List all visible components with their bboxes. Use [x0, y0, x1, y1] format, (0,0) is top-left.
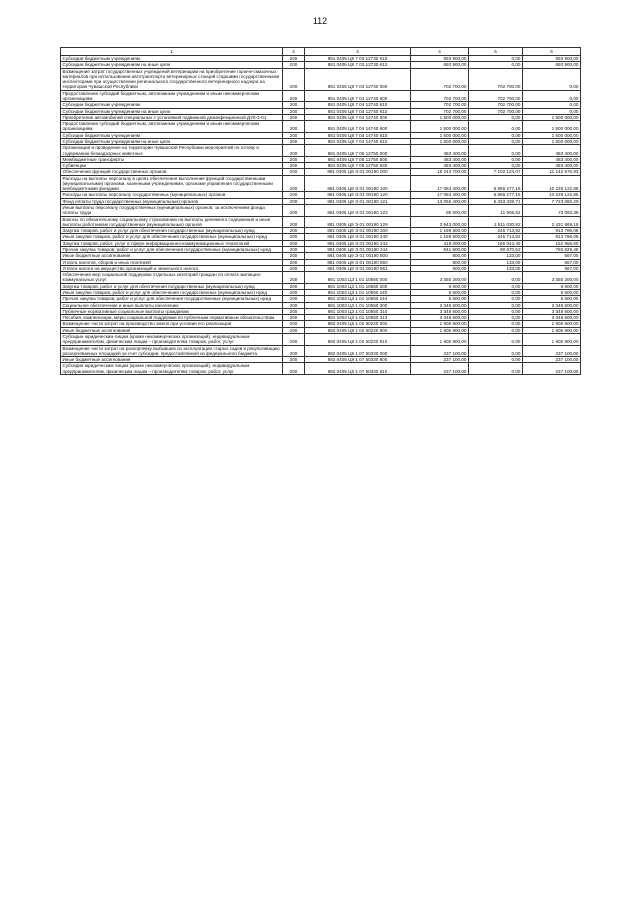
row-line-code: 200: [283, 198, 305, 204]
row-indicator-name: Субсидии бюджетным учреждениям: [61, 102, 283, 108]
row-approved-amount: 6 600,00: [411, 289, 469, 295]
row-line-code: 200: [283, 90, 305, 102]
row-approved-amount: 1 500 000,00: [411, 132, 469, 138]
row-unexecuted-amount: 237 100,00: [523, 357, 581, 363]
row-indicator-name: Закупка товаров, работ и услуг для обеспечения государственных (муниципальных) нужд: [61, 283, 283, 289]
row-indicator-name: Иные закупки товаров, работ и услуг для обеспечения государственных (муниципальных) нужд: [61, 234, 283, 240]
row-unexecuted-amount: 237 100,00: [523, 363, 581, 375]
table-row: [61, 90, 581, 102]
column-number-row: [61, 48, 581, 56]
row-executed-amount: 0,00: [469, 56, 523, 62]
row-unexecuted-amount: 1 606 900,00: [523, 327, 581, 333]
row-approved-amount: 3 943 000,00: [411, 216, 469, 228]
row-approved-amount: 3 348 600,00: [411, 315, 469, 321]
row-line-code: 200: [283, 259, 305, 265]
row-executed-amount: 0,00: [469, 363, 523, 375]
row-indicator-name: Взносы по обязательному социальному страхованию на выплаты денежного содержания и иные выплаты работникам государственных (муниципальных) органов: [61, 216, 283, 228]
row-executed-amount: 0,00: [469, 296, 523, 302]
row-line-code: 200: [283, 253, 305, 259]
row-line-code: 200: [283, 56, 305, 62]
row-indicator-name: Публичные нормативные социальные выплаты гражданам: [61, 308, 283, 314]
row-unexecuted-amount: 6 600,00: [523, 289, 581, 295]
row-budget-classification-code: 881 0405 Ц9 7 05 12750 000: [305, 145, 411, 157]
row-executed-amount: 0,00: [469, 333, 523, 345]
row-approved-amount: 702 700,00: [411, 102, 469, 108]
row-budget-classification-code: 881 0405 Ц9 Э 01 00190 200: [305, 228, 411, 234]
row-executed-amount: 0,00: [469, 308, 523, 314]
row-budget-classification-code: 881 0405 Ц9 Э 01 00190 850: [305, 259, 411, 265]
row-line-code: 200: [283, 169, 305, 175]
row-budget-classification-code: 881 0405 Ц9 7 04 12740 600: [305, 90, 411, 102]
row-budget-classification-code: 881 0405 Ц9 Э 01 00190 242: [305, 240, 411, 246]
row-budget-classification-code: 881 1003 Ц3 1 01 10550 240: [305, 289, 411, 295]
row-budget-classification-code: 882 0405 Ц9 1 07 50330 000: [305, 345, 411, 357]
row-executed-amount: 0,00: [469, 145, 523, 157]
row-indicator-name: Уплата налогов, сборов и иных платежей: [61, 259, 283, 265]
row-line-code: 200: [283, 175, 305, 192]
row-indicator-name: Иные бюджетные ассигнования: [61, 327, 283, 333]
row-line-code: 200: [283, 114, 305, 120]
row-line-code: 200: [283, 265, 305, 271]
row-indicator-name: Закупка товаров, работ, услуг в сфере информационно-коммуникационных технологий: [61, 240, 283, 246]
table-row: [61, 175, 581, 192]
row-approved-amount: 85 000,00: [411, 205, 469, 217]
row-unexecuted-amount: 11 142 575,93: [523, 169, 581, 175]
row-line-code: 200: [283, 121, 305, 133]
col-header-2: 2: [283, 48, 305, 56]
table-row: [61, 205, 581, 217]
row-executed-amount: 0,00: [469, 138, 523, 144]
row-line-code: 200: [283, 308, 305, 314]
row-approved-amount: 17 084 400,00: [411, 175, 469, 192]
row-executed-amount: 133,00: [469, 265, 523, 271]
row-approved-amount: 3 348 600,00: [411, 302, 469, 308]
row-indicator-name: Предоставление субсидий бюджетным, автономным учреждениям и иным некоммерческим организациям: [61, 121, 283, 133]
row-line-code: 200: [283, 283, 305, 289]
row-executed-amount: 0,00: [469, 302, 523, 308]
row-budget-classification-code: 882 0405 Ц9 1 02 60220 800: [305, 327, 411, 333]
row-executed-amount: 0,00: [469, 132, 523, 138]
row-budget-classification-code: 881 0405 Ц9 Э 01 00190 100: [305, 175, 411, 192]
row-budget-classification-code: 881 0405 Ц9 7 03 12730 612: [305, 62, 411, 68]
budget-execution-table: [60, 47, 581, 375]
row-executed-amount: 0,00: [469, 283, 523, 289]
row-budget-classification-code: 881 0405 Ц9 Э 01 00190 000: [305, 169, 411, 175]
row-indicator-name: Субсидии бюджетным учреждениям: [61, 132, 283, 138]
row-line-code: 200: [283, 145, 305, 157]
row-unexecuted-amount: 913 786,08: [523, 234, 581, 240]
row-unexecuted-amount: 3 355 200,00: [523, 272, 581, 284]
row-executed-amount: 702 700,00: [469, 90, 523, 102]
row-indicator-name: Обеспечение функций государственных органов: [61, 169, 283, 175]
row-line-code: 200: [283, 216, 305, 228]
table-row: [61, 68, 581, 90]
row-executed-amount: 0,00: [469, 62, 523, 68]
row-executed-amount: 0,00: [469, 321, 523, 327]
row-approved-amount: 1 606 900,00: [411, 333, 469, 345]
row-indicator-name: Субсидии бюджетным учреждениям: [61, 56, 283, 62]
row-indicator-name: Прочая закупка товаров, работ и услуг для обеспечения государственных (муниципальных) нужд: [61, 247, 283, 253]
col-header-1: 1: [61, 48, 283, 56]
row-budget-classification-code: 881 0405 Ц9 7 04 14740 612: [305, 138, 411, 144]
col-header-4: 4: [411, 48, 469, 56]
row-executed-amount: 702 700,00: [469, 102, 523, 108]
row-unexecuted-amount: 1 500 000,00: [523, 132, 581, 138]
row-line-code: 200: [283, 163, 305, 169]
row-executed-amount: 0,00: [469, 357, 523, 363]
row-unexecuted-amount: 3 348 600,00: [523, 302, 581, 308]
row-approved-amount: 1 500 000,00: [411, 138, 469, 144]
table-row: [61, 145, 581, 157]
row-line-code: 200: [283, 234, 305, 240]
row-executed-amount: 0,00: [469, 327, 523, 333]
row-unexecuted-amount: 667,00: [523, 253, 581, 259]
row-budget-classification-code: 881 0405 Ц9 Э 01 00190 800: [305, 253, 411, 259]
row-budget-classification-code: 881 0405 Ц9 7 04 14740 600: [305, 121, 411, 133]
row-approved-amount: 1 500 000,00: [411, 114, 469, 120]
row-budget-classification-code: 881 0405 Ц9 Э 01 00190 244: [305, 247, 411, 253]
row-executed-amount: 133,00: [469, 259, 523, 265]
row-executed-amount: 0,00: [469, 121, 523, 133]
row-executed-amount: 0,00: [469, 345, 523, 357]
row-line-code: 200: [283, 302, 305, 308]
row-budget-classification-code: 881 0405 Ц9 7 05 12750 500: [305, 156, 411, 162]
table-row: [61, 363, 581, 375]
row-indicator-name: Иные выплаты персоналу государственных (муниципальных) органов, за исключением фонда оплаты труда: [61, 205, 283, 217]
row-unexecuted-amount: 913 786,08: [523, 228, 581, 234]
row-indicator-name: Иные закупки товаров, работ и услуг для обеспечения государственных (муниципальных) нужд: [61, 289, 283, 295]
row-line-code: 200: [283, 240, 305, 246]
row-line-code: 200: [283, 345, 305, 357]
row-indicator-name: Расходы на выплаты персоналу государственных (муниципальных) органов: [61, 192, 283, 198]
row-line-code: 200: [283, 333, 305, 345]
row-budget-classification-code: 881 0405 Ц9 Э 01 00190 122: [305, 205, 411, 217]
row-approved-amount: 483 400,00: [411, 163, 469, 169]
row-unexecuted-amount: 693 900,00: [523, 62, 581, 68]
row-indicator-name: Субсидии юридическим лицам (кроме некоммерческих организаций), индивидуальным предпринимателям, физическим лицам – производителям товаров, работ, услуг: [61, 333, 283, 345]
row-executed-amount: 133,00: [469, 253, 523, 259]
row-budget-classification-code: 881 0405 Ц9 7 04 14740 000: [305, 114, 411, 120]
row-unexecuted-amount: 0,00: [523, 90, 581, 102]
row-unexecuted-amount: 3 348 600,00: [523, 308, 581, 314]
row-indicator-name: Расходы на выплаты персоналу в целях обеспечения выполнения функций государственными (муниципальными) органами, казенными учреждениями, органами управления государственными внебюджетными фондами: [61, 175, 283, 192]
row-executed-amount: 6 856 277,15: [469, 175, 523, 192]
row-unexecuted-amount: 7 723 060,29: [523, 198, 581, 204]
row-approved-amount: 693 900,00: [411, 62, 469, 68]
row-line-code: 200: [283, 327, 305, 333]
row-line-code: 200: [283, 357, 305, 363]
table-body: [61, 56, 581, 375]
row-executed-amount: 1 511 030,82: [469, 216, 523, 228]
row-indicator-name: Организация и проведение на территории Чувашской Республики мероприятий по отлову и содержанию безнадзорных животных: [61, 145, 283, 157]
row-unexecuted-amount: 483 400,00: [523, 156, 581, 162]
row-executed-amount: 245 713,92: [469, 228, 523, 234]
row-executed-amount: 0,00: [469, 272, 523, 284]
row-approved-amount: 1 606 900,00: [411, 327, 469, 333]
row-line-code: 200: [283, 132, 305, 138]
row-executed-amount: 0,00: [469, 156, 523, 162]
row-indicator-name: Иные бюджетные ассигнования: [61, 357, 283, 363]
row-approved-amount: 17 084 400,00: [411, 192, 469, 198]
row-budget-classification-code: 881 0405 Ц9 7 04 12740 612: [305, 108, 411, 114]
row-unexecuted-amount: 483 400,00: [523, 163, 581, 169]
row-budget-classification-code: 881 0405 Ц9 7 03 12730 610: [305, 56, 411, 62]
row-budget-classification-code: 881 1003 Ц3 1 01 10550 310: [305, 308, 411, 314]
row-unexecuted-amount: 483 400,00: [523, 145, 581, 157]
row-approved-amount: 1 159 500,00: [411, 228, 469, 234]
row-indicator-name: Возмещение части затрат на раскорчевку выбывших из эксплуатации старых садов и рекультивацию раскорчеванных площадей за счет субсидии, предоставляемой из федерального бюджета: [61, 345, 283, 357]
row-indicator-name: Межбюджетные трансферты: [61, 156, 283, 162]
row-approved-amount: 800,00: [411, 259, 469, 265]
row-approved-amount: 6 600,00: [411, 283, 469, 289]
row-unexecuted-amount: 152 956,60: [523, 240, 581, 246]
row-approved-amount: 1 500 000,00: [411, 121, 469, 133]
row-line-code: 200: [283, 62, 305, 68]
table-row: [61, 216, 581, 228]
row-indicator-name: Уплата налога на имущество организаций и земельного налога: [61, 265, 283, 271]
row-approved-amount: 693 900,00: [411, 56, 469, 62]
row-unexecuted-amount: 0,00: [523, 102, 581, 108]
row-budget-classification-code: 881 0405 Ц9 7 04 12740 610: [305, 102, 411, 108]
row-indicator-name: Предоставление субсидий бюджетным, автономным учреждениям и иным некоммерческим организациям: [61, 90, 283, 102]
row-line-code: 200: [283, 363, 305, 375]
row-budget-classification-code: 881 0405 Ц9 7 05 12750 530: [305, 163, 411, 169]
row-executed-amount: 702 700,00: [469, 108, 523, 114]
row-unexecuted-amount: 0,00: [523, 68, 581, 90]
row-indicator-name: Прочая закупка товаров, работ и услуг для обеспечения государственных (муниципальных) нужд: [61, 296, 283, 302]
table-row: [61, 121, 581, 133]
table-row: [61, 345, 581, 357]
row-approved-amount: 800,00: [411, 253, 469, 259]
row-approved-amount: 13 056 400,00: [411, 198, 469, 204]
row-indicator-name: Иные бюджетные ассигнования: [61, 253, 283, 259]
row-approved-amount: 841 500,00: [411, 247, 469, 253]
row-unexecuted-amount: 1 606 900,00: [523, 333, 581, 345]
row-budget-classification-code: 881 0405 Ц9 7 04 14740 610: [305, 132, 411, 138]
row-approved-amount: 702 700,00: [411, 108, 469, 114]
row-executed-amount: 245 713,92: [469, 234, 523, 240]
row-indicator-name: Социальное обеспечение и иные выплаты населению: [61, 302, 283, 308]
row-line-code: 200: [283, 321, 305, 327]
row-budget-classification-code: 881 0405 Ц9 Э 01 00190 129: [305, 216, 411, 228]
row-unexecuted-amount: 6 600,00: [523, 283, 581, 289]
row-unexecuted-amount: 1 606 900,00: [523, 321, 581, 327]
row-executed-amount: 7 102 124,07: [469, 169, 523, 175]
row-unexecuted-amount: 693 900,00: [523, 56, 581, 62]
row-approved-amount: 318 000,00: [411, 240, 469, 246]
row-approved-amount: 800,00: [411, 265, 469, 271]
row-indicator-name: Приобретение автомобилей специальных с установкой подвижной дезинфекционной ДУК-1-01: [61, 114, 283, 120]
row-unexecuted-amount: 3 348 600,00: [523, 315, 581, 321]
row-approved-amount: 237 100,00: [411, 363, 469, 375]
row-line-code: 200: [283, 247, 305, 253]
page-number: 112: [312, 16, 328, 26]
row-line-code: 200: [283, 108, 305, 114]
row-budget-classification-code: 882 0405 Ц9 1 02 60220 810: [305, 333, 411, 345]
row-indicator-name: Фонд оплаты труда государственных (муниципальных) органов: [61, 198, 283, 204]
row-executed-amount: 702 700,00: [469, 68, 523, 90]
row-executed-amount: 0,00: [469, 289, 523, 295]
row-unexecuted-amount: 237 100,00: [523, 345, 581, 357]
row-indicator-name: Субсидии бюджетным учреждениям на иные цели: [61, 138, 283, 144]
row-approved-amount: 1 606 900,00: [411, 321, 469, 327]
row-line-code: 200: [283, 272, 305, 284]
row-line-code: 200: [283, 156, 305, 162]
row-budget-classification-code: 882 0405 Ц9 1 07 50330 810: [305, 363, 411, 375]
row-line-code: 200: [283, 289, 305, 295]
row-indicator-name: Субсидии бюджетным учреждениям на иные цели: [61, 108, 283, 114]
row-line-code: 200: [283, 68, 305, 90]
row-executed-amount: 0,00: [469, 163, 523, 169]
row-line-code: 200: [283, 102, 305, 108]
row-budget-classification-code: 881 0405 Ц9 Э 01 00190 121: [305, 198, 411, 204]
row-executed-amount: 0,00: [469, 114, 523, 120]
col-header-5: 5: [469, 48, 523, 56]
row-budget-classification-code: 882 0405 Ц9 1 07 50330 800: [305, 357, 411, 363]
row-line-code: 200: [283, 138, 305, 144]
col-header-6: 6: [523, 48, 581, 56]
row-indicator-name: Закупка товаров, работ и услуг для обеспечения государственных (муниципальных) нужд: [61, 228, 283, 234]
row-unexecuted-amount: 0,00: [523, 108, 581, 114]
row-budget-classification-code: 881 1003 Ц3 1 01 10550 313: [305, 315, 411, 321]
col-header-3: 3: [305, 48, 411, 56]
row-executed-amount: 165 043,40: [469, 240, 523, 246]
row-approved-amount: 237 100,00: [411, 357, 469, 363]
row-line-code: 200: [283, 205, 305, 217]
row-unexecuted-amount: 6 600,00: [523, 296, 581, 302]
row-unexecuted-amount: 1 500 000,00: [523, 121, 581, 133]
row-approved-amount: 237 100,00: [411, 345, 469, 357]
row-unexecuted-amount: 667,00: [523, 265, 581, 271]
row-unexecuted-amount: 10 228 122,85: [523, 192, 581, 198]
row-line-code: 200: [283, 192, 305, 198]
row-approved-amount: 3 355 200,00: [411, 272, 469, 284]
row-unexecuted-amount: 73 093,38: [523, 205, 581, 217]
row-indicator-name: Субвенции: [61, 163, 283, 169]
row-approved-amount: 702 700,00: [411, 68, 469, 90]
row-approved-amount: 3 348 600,00: [411, 308, 469, 314]
row-line-code: 200: [283, 296, 305, 302]
row-line-code: 200: [283, 228, 305, 234]
row-executed-amount: 5 333 339,71: [469, 198, 523, 204]
row-unexecuted-amount: 2 431 969,18: [523, 216, 581, 228]
row-budget-classification-code: 881 1003 Ц3 1 01 10550 244: [305, 296, 411, 302]
row-indicator-name: Обеспечение мер социальной поддержки отдельных категорий граждан по оплате жилищно-коммунальных услуг: [61, 272, 283, 284]
row-approved-amount: 1 159 500,00: [411, 234, 469, 240]
row-budget-classification-code: 881 0405 Ц9 7 04 12740 000: [305, 68, 411, 90]
table-row: [61, 272, 581, 284]
row-unexecuted-amount: 1 500 000,00: [523, 138, 581, 144]
row-indicator-name: Пособия, компенсации, меры социальной поддержки по публичным нормативным обязательствам: [61, 315, 283, 321]
row-executed-amount: 80 670,52: [469, 247, 523, 253]
row-executed-amount: 11 906,62: [469, 205, 523, 217]
row-line-code: 200: [283, 315, 305, 321]
row-executed-amount: 0,00: [469, 315, 523, 321]
row-approved-amount: 483 400,00: [411, 145, 469, 157]
row-budget-classification-code: 882 0405 Ц9 1 02 60220 000: [305, 321, 411, 327]
row-budget-classification-code: 881 0405 Ц9 Э 01 00190 240: [305, 234, 411, 240]
row-budget-classification-code: 881 0405 Ц9 Э 01 00190 851: [305, 265, 411, 271]
table-row: [61, 333, 581, 345]
row-budget-classification-code: 881 1003 Ц3 1 01 10550 200: [305, 283, 411, 289]
row-unexecuted-amount: 667,00: [523, 259, 581, 265]
row-approved-amount: 6 600,00: [411, 296, 469, 302]
row-budget-classification-code: 881 0405 Ц9 Э 01 00190 120: [305, 192, 411, 198]
row-budget-classification-code: 881 1003 Ц3 1 01 10550 000: [305, 272, 411, 284]
row-indicator-name: Субсидии юридическим лицам (кроме некоммерческих организаций), индивидуальным предпринимателям, физическим лицам – производителям товаров, работ, услуг: [61, 363, 283, 375]
row-approved-amount: 702 700,00: [411, 90, 469, 102]
row-indicator-name: Возмещение части затрат на производство хмеля при условии его реализации: [61, 321, 283, 327]
row-unexecuted-amount: 10 228 122,85: [523, 175, 581, 192]
row-unexecuted-amount: 1 500 000,00: [523, 114, 581, 120]
row-budget-classification-code: 881 1003 Ц3 1 01 10550 300: [305, 302, 411, 308]
row-unexecuted-amount: 760 829,48: [523, 247, 581, 253]
row-indicator-name: Субсидии бюджетным учреждениям на иные цели: [61, 62, 283, 68]
row-approved-amount: 483 400,00: [411, 156, 469, 162]
row-executed-amount: 6 856 277,15: [469, 192, 523, 198]
row-indicator-name: Возмещение затрат государственных учреждений ветеринарии на приобретение горюче-смазочных материалов при использовании автотранспорта ветеринарных станций старшими государственными инспекторами при осуществлении регионального государственного ветеринарного надзора на территории Чувашской Республики: [61, 68, 283, 90]
row-approved-amount: 18 244 700,00: [411, 169, 469, 175]
